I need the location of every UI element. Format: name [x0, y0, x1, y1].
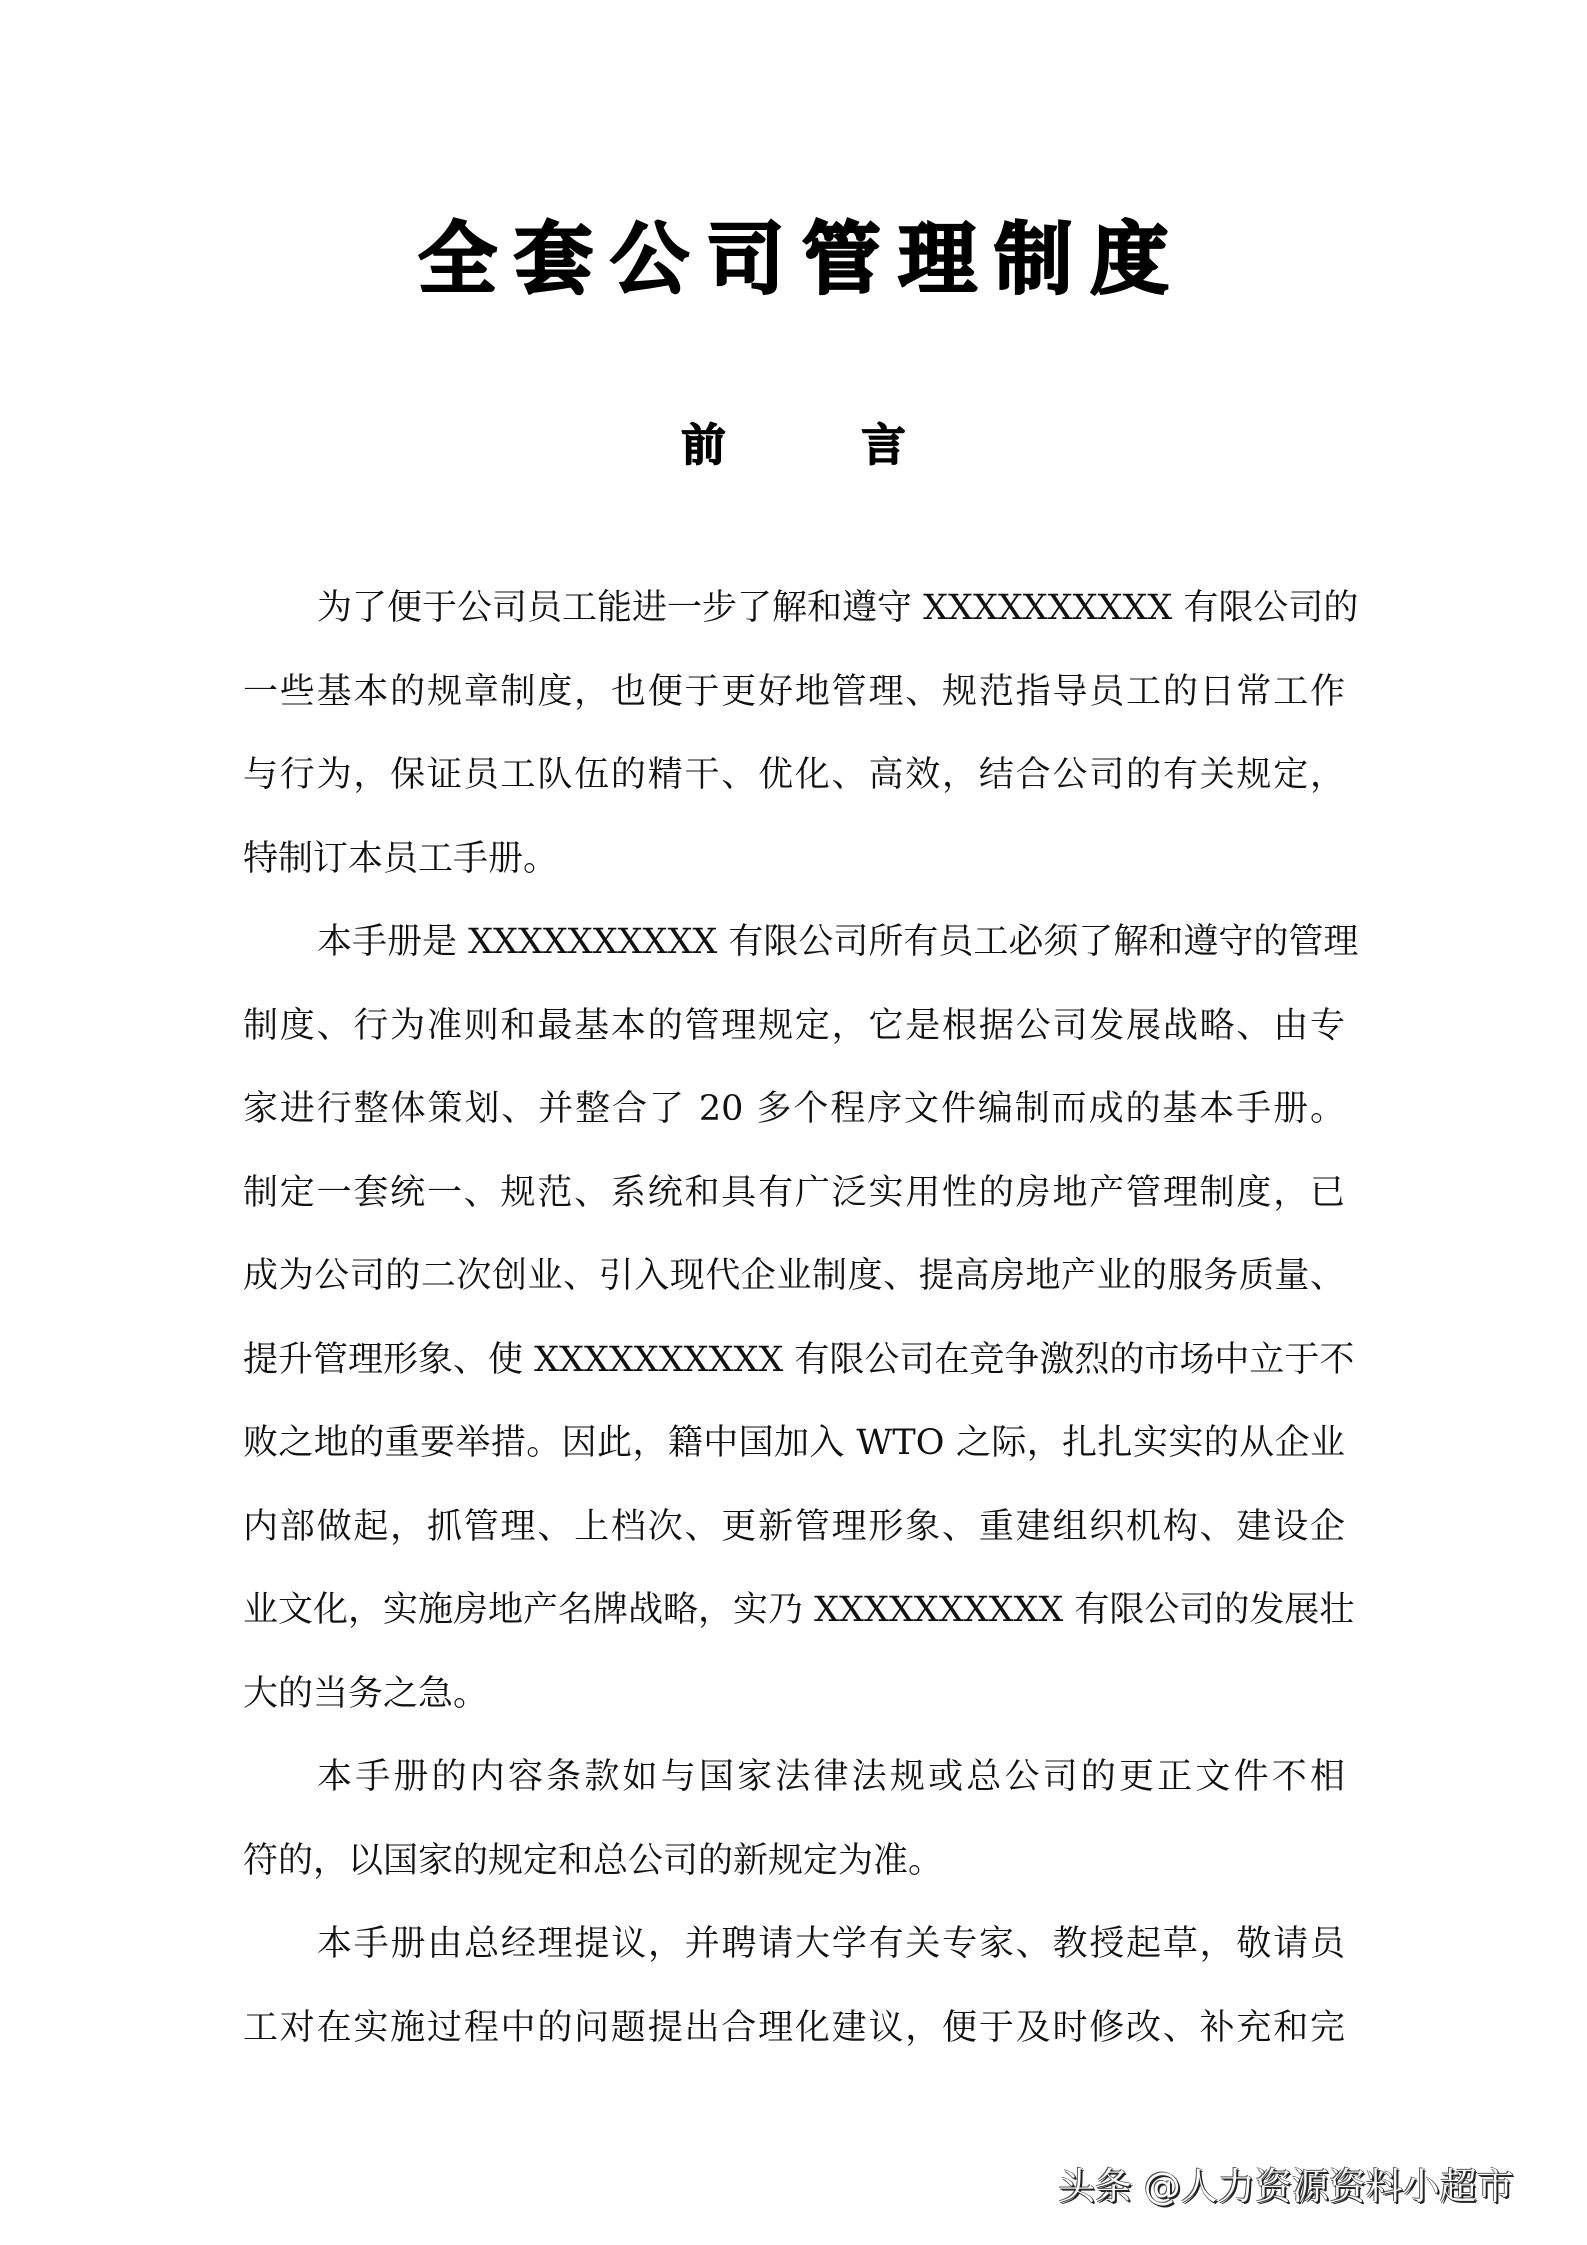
paragraph-2-line-7: 败之地的重要举措。因此，籍中国加入 WTO 之际，扎扎实实的从企业	[243, 1423, 1345, 1463]
paragraph-4-line-2: 工对在实施过程中的问题提出合理化建议，便于及时修改、补充和完	[243, 2007, 1345, 2048]
paragraph-3-line-2: 符的，以国家的规定和总公司的新规定为准。	[243, 1840, 944, 1881]
paragraph-2-line-6: 提升管理形象、使 XXXXXXXXXX 有限公司在竞争激烈的市场中立于不	[243, 1339, 1355, 1380]
section-title-char: 前	[681, 420, 726, 471]
paragraph-1-line-1: 为了便于公司员工能进一步了解和遵守 XXXXXXXXXX 有限公司的	[317, 588, 1359, 628]
paragraph-2-line-8: 内部做起，抓管理、上档次、更新管理形象、重建组织机构、建设企	[243, 1506, 1345, 1547]
paragraph-1-line-4: 特制订本员工手册。	[243, 838, 559, 879]
paragraph-1-line-2: 一些基本的规章制度，也便于更好地管理、规范指导员工的日常工作	[243, 671, 1345, 712]
paragraph-1-line-3: 与行为，保证员工队伍的精干、优化、高效，结合公司的有关规定，	[243, 755, 1345, 795]
source-watermark: 头条 @人力资源资料小超市	[1058, 2165, 1514, 2208]
paragraph-2-line-9: 业文化，实施房地产名牌战略，实乃 XXXXXXXXXX 有限公司的发展壮	[243, 1590, 1355, 1630]
section-title-preface	[0, 418, 1587, 474]
paragraph-2-line-4: 制定一套统一、规范、系统和具有广泛实用性的房地产管理制度，已	[243, 1172, 1345, 1213]
paragraph-2-line-1: 本手册是 XXXXXXXXXX 有限公司所有员工必须了解和遵守的管理	[317, 922, 1359, 962]
paragraph-4-line-1: 本手册由总经理提议，并聘请大学有关专家、教授起草，敬请员	[317, 1924, 1345, 1964]
paragraph-2-line-2: 制度、行为准则和最基本的管理规定，它是根据公司发展战略、由专	[243, 1005, 1345, 1046]
preface-body	[243, 585, 1359, 2088]
paragraph-2-line-5: 成为公司的二次创业、引入现代企业制度、提高房地产业的服务质量、	[243, 1256, 1345, 1296]
paragraph-2-line-10: 大的当务之急。	[243, 1673, 489, 1714]
paragraph-3-line-1: 本手册的内容条款如与国家法律法规或总公司的更正文件不相	[317, 1757, 1345, 1797]
document-title: 全套公司管理制度	[418, 215, 1187, 305]
section-title-char: 言	[861, 420, 906, 471]
paragraph-2-line-3: 家进行整体策划、并整合了 20 多个程序文件编制而成的基本手册。	[243, 1089, 1345, 1129]
